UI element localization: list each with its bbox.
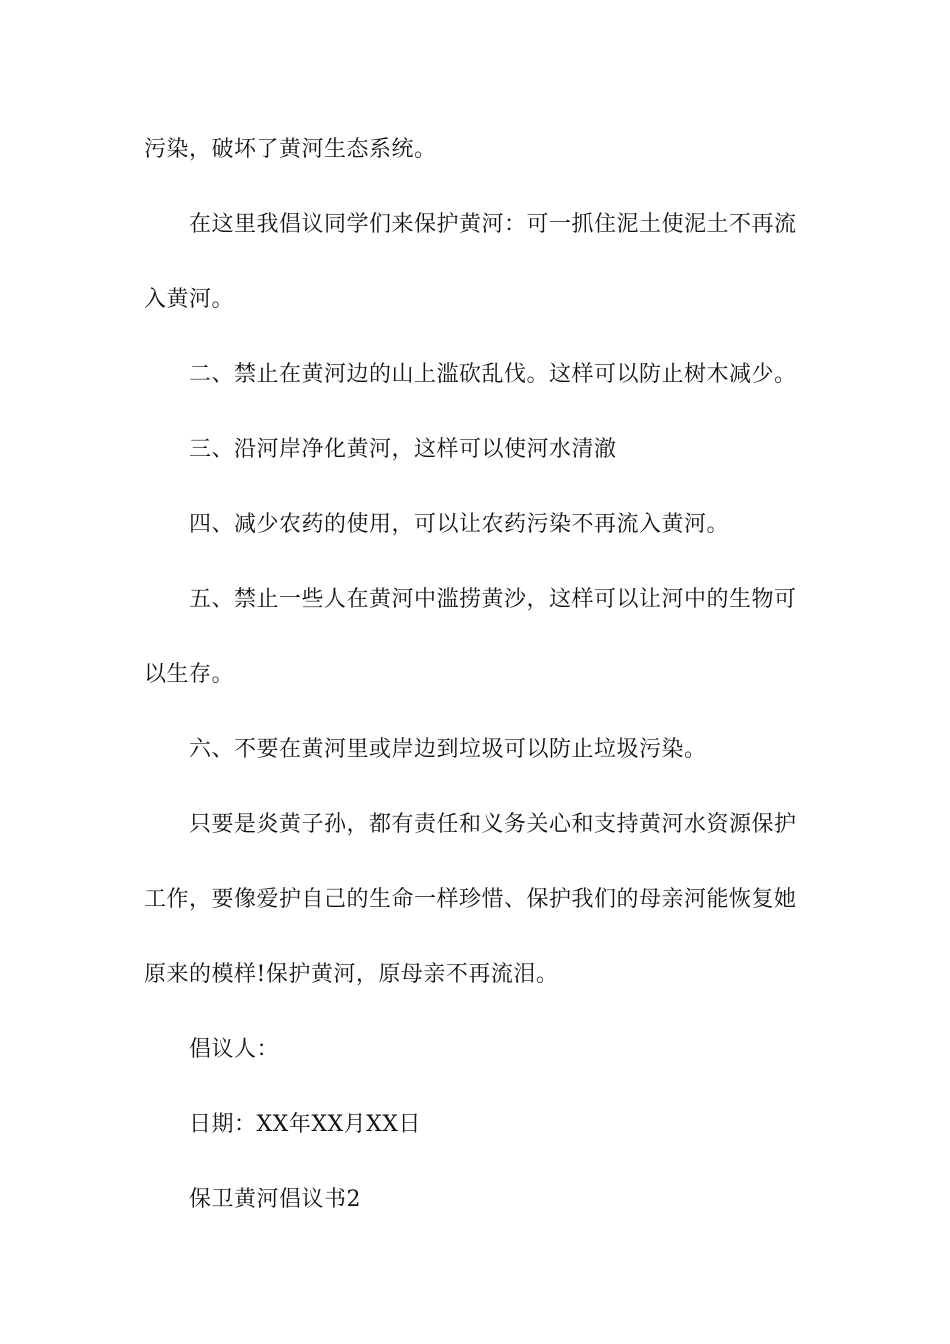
paragraph-line: 六、不要在黄河里或岸边到垃圾可以防止垃圾污染。: [189, 737, 707, 762]
paragraph-line: 只要是炎黄子孙，都有责任和义务关心和支持黄河水资源保护: [189, 812, 797, 837]
paragraph-line: 原来的模样!保护黄河，原母亲不再流泪。: [144, 962, 559, 987]
paragraph-line: 在这里我倡议同学们来保护黄河：可一抓住泥土使泥土不再流: [189, 212, 797, 237]
paragraph-line: 五、禁止一些人在黄河中滥捞黄沙，这样可以让河中的生物可: [189, 587, 797, 612]
paragraph-line: 污染，破坏了黄河生态系统。: [144, 137, 437, 162]
section-title: 保卫黄河倡议书2: [189, 1187, 361, 1212]
paragraph-line: 三、沿河岸净化黄河，这样可以使河水清澈: [189, 437, 617, 462]
date-line: 日期：XX年XX月XX日: [189, 1112, 421, 1137]
paragraph-line: 入黄河。: [144, 287, 235, 312]
paragraph-line: 二、禁止在黄河边的山上滥砍乱伐。这样可以防止树木减少。: [189, 362, 797, 387]
paragraph-line: 工作，要像爱护自己的生命一样珍惜、保护我们的母亲河能恢复她: [144, 887, 797, 912]
paragraph-line: 以生存。: [144, 662, 235, 687]
paragraph-line: 四、减少农药的使用，可以让农药污染不再流入黄河。: [189, 512, 730, 537]
proposer-label: 倡议人：: [189, 1037, 280, 1062]
